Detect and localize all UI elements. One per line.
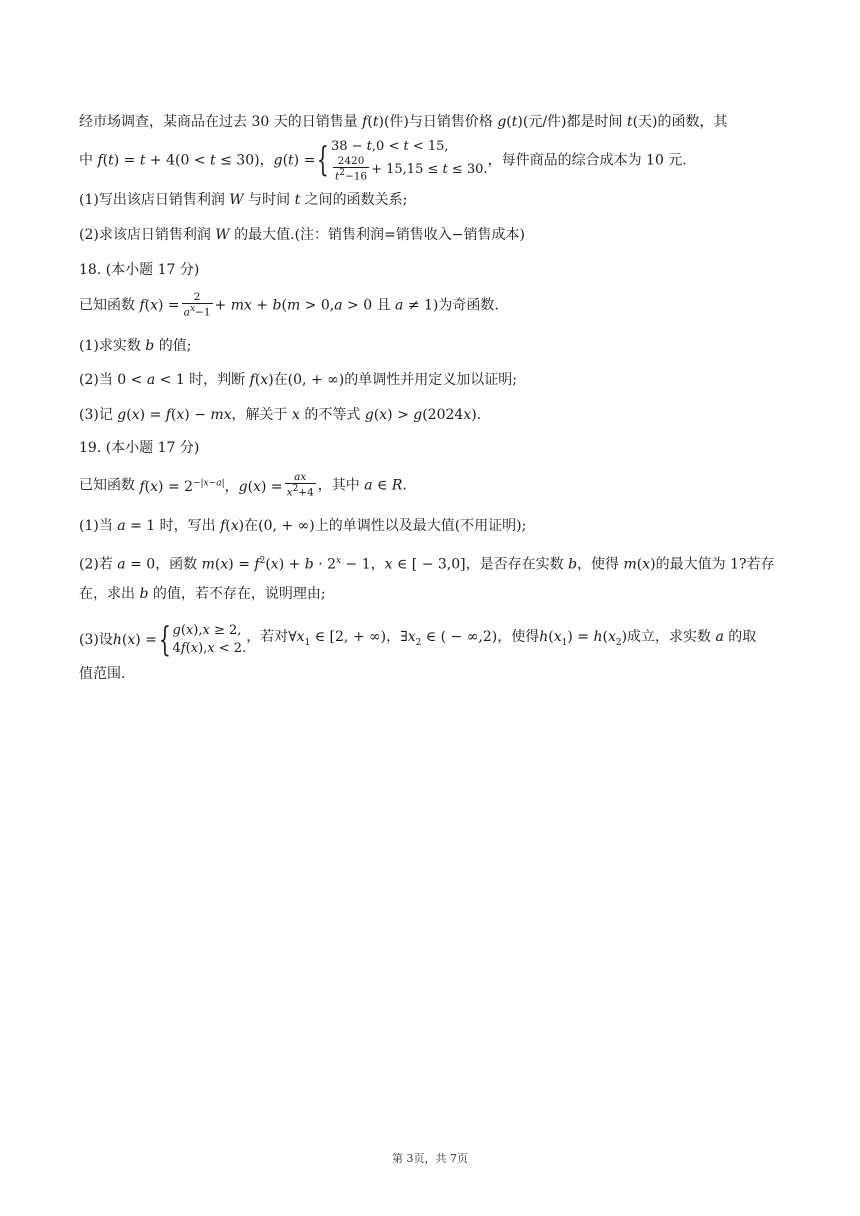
text: 的最大值为 1?若存: [655, 556, 775, 573]
text: (3)记: [79, 407, 118, 423]
text: (件)与日销售价格: [383, 114, 498, 130]
piecewise-brace: {: [317, 140, 330, 181]
p17-intro-line2: [79, 138, 687, 184]
text: 已知函数: [79, 297, 140, 314]
text: (1)求实数: [79, 338, 146, 354]
math: t: [626, 114, 633, 130]
text: 的值;: [154, 338, 192, 354]
text: (2)若: [79, 556, 118, 573]
text: (3)设: [79, 632, 113, 648]
q17-part1: (1)写出该店日销售利润 W 与时间 t 之间的函数关系;: [79, 192, 408, 208]
text: ，若对: [246, 629, 289, 646]
text: ，解关于: [231, 407, 292, 423]
text: 时，判断: [184, 372, 250, 388]
text: 的值，若不存在，说明理由;: [148, 586, 326, 602]
text: 时，写出: [155, 518, 221, 534]
text: 的取: [723, 629, 757, 646]
text: ，使得: [497, 629, 540, 646]
page-footer: 第 3页，共 7页: [392, 1152, 468, 1165]
p17-intro-line1: 经市场调查，某商品在过去 30 天的日销售量 f(t)(件)与日销售价格 g(t)(元/件)都是时间 t(天)的函数，其: [79, 114, 728, 130]
fraction: $\frac{ax}{x^2+4}$: [286, 471, 314, 499]
text: 成立，求实数: [627, 629, 716, 646]
q19-heading: 19. (本小题 17 分): [79, 440, 200, 456]
text: 为奇函数.: [438, 297, 499, 314]
text: (元/件)都是时间: [522, 114, 627, 130]
math: f: [362, 114, 368, 130]
q19-part3-line2: 值范围.: [79, 666, 126, 682]
g-piecewise: 38 − t,0 < t < 15, $\frac{2420}{t^2-16}$ + 15,15 ≤ t ≤ 30.: [330, 139, 488, 183]
text: (天)的函数，其: [632, 114, 728, 130]
math: t: [511, 114, 518, 130]
fraction: $\frac{2}{a^x-1}$: [183, 291, 211, 319]
q19-part2-line1: (2)若 a = 0，函数 $m(x) = f^2(x) + b \cdot 2^x - 1$，x ∈ [ − 3,0]，是否存在实数 b，使得 m(x)的最大值为 1?若存: [79, 556, 775, 573]
text: (2)求该店日销售利润: [79, 227, 216, 243]
text: 在: [273, 372, 288, 388]
piecewise-brace: {: [158, 620, 171, 660]
text: 的最大值.(注：销售利润=销售收入−销售成本): [229, 227, 525, 243]
q18-heading: 18. (本小题 17 分): [79, 262, 200, 278]
text: 已知函数: [79, 477, 140, 494]
q18-part1: (1)求实数 b 的值;: [79, 338, 192, 354]
q17-part2: (2)求该店日销售利润 W 的最大值.(注：销售利润=销售收入−销售成本): [79, 227, 525, 243]
text: 之间的函数关系;: [300, 192, 408, 208]
text: 中: [79, 152, 98, 169]
text: ，其中: [317, 477, 365, 494]
text: (1)写出该店日销售利润: [79, 192, 230, 208]
f-def: f(t) = t + 4(0 < t ≤ 30)，g(t) =: [97, 152, 316, 169]
text: ，使得: [577, 556, 624, 573]
text: ，每件商品的综合成本为 10 元.: [487, 152, 687, 169]
text: 在: [244, 518, 259, 534]
text: ，函数: [155, 556, 202, 573]
text: 上的单调性以及最大值(不用证明);: [314, 518, 527, 534]
math: t: [372, 114, 379, 130]
math: g: [497, 114, 507, 130]
text: ，是否存在实数: [465, 556, 569, 573]
q18-intro: 已知函数 f(x) = $\frac{2}{a^x-1}$ + mx + b(m > 0,a > 0 且 a ≠ 1)为奇函数.: [79, 291, 499, 319]
text: 在，求出: [79, 586, 140, 602]
q19-part1: (1)当 a = 1 时，写出 f(x)在(0, + ∞)上的单调性以及最大值(不用证明);: [79, 518, 527, 534]
text: 经市场调查，某商品在过去 30 天的日销售量: [79, 114, 363, 130]
text: 且: [376, 297, 391, 314]
text: (1)当: [79, 518, 118, 534]
text: (2)当: [79, 372, 118, 388]
q19-part2-line2: 在，求出 b 的值，若不存在，说明理由;: [79, 586, 326, 602]
text: 与时间: [243, 192, 295, 208]
h-piecewise: g(x),x ≥ 2, 4f(x),x < 2.: [172, 623, 247, 656]
q18-part3: (3)记 g(x) = f(x) − mx，解关于 x 的不等式 g(x) > g(2024x).: [79, 407, 482, 423]
text: 的单调性并用定义加以证明;: [344, 372, 517, 388]
text: 的不等式: [299, 407, 365, 423]
q18-part2: (2)当 0 < a < 1 时，判断 f(x)在(0, + ∞)的单调性并用定义加以证明;: [79, 372, 517, 388]
q19-part3-line1: (3)设h(x) ={ g(x),x ≥ 2, 4f(x),x < 2. ，若对$\forall x_1$ ∈ [2, + ∞)，$\exists x_2$ ∈ ( − ∞,2)，使得$h(x_1) = h(x_2)$成立，求实数 a 的取: [79, 620, 757, 660]
q19-intro: 已知函数 $f(x) = 2^{-|x-a|}$，g(x) = $\frac{ax}{x^2+4}$ ，其中 a ∈ R.: [79, 471, 407, 499]
